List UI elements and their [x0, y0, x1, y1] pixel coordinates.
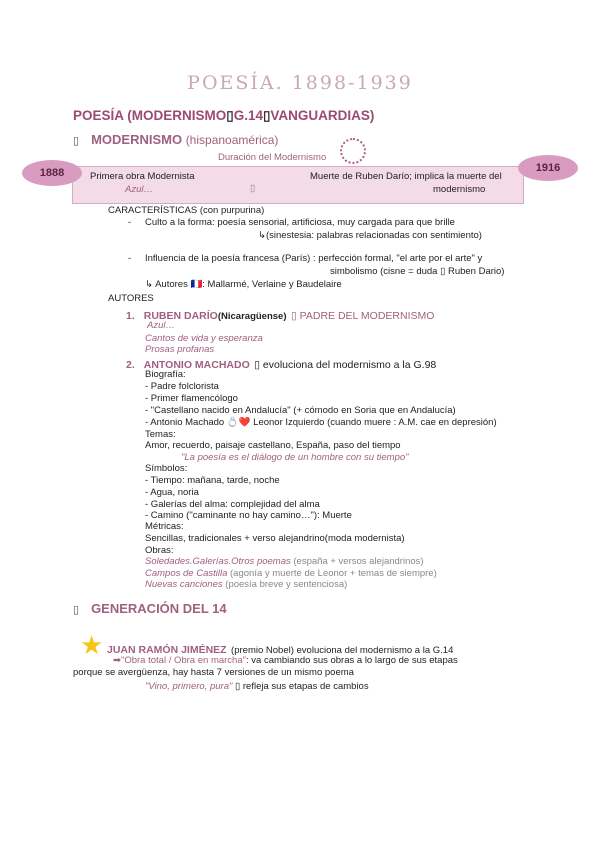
end-text-2: modernismo [433, 184, 486, 195]
caract-sub-1: ↳(sinestesia: palabras relacionadas con sentimiento) [258, 230, 482, 241]
box-glyph: ▯ [250, 183, 256, 194]
metricas-text: Sencillas, tradicionales + verso alejandrino(moda modernista) [145, 533, 405, 544]
temas-label: Temas: [145, 429, 176, 440]
caract-dash-2: - [128, 253, 132, 264]
page-title: POESÍA. 1898-1939 [187, 72, 413, 94]
obra-3: Nuevas canciones (poesía breve y sentenciosa) [145, 579, 348, 590]
simbolo-4: - Camino ("caminante no hay camino…"): Muerte [145, 510, 352, 521]
first-work-title: Azul… [125, 184, 153, 195]
metricas-label: Métricas: [145, 521, 184, 532]
year-end-badge: 1916 [518, 155, 578, 181]
caract-item-2b: simbolismo (cisne = duda ▯ Ruben Dario) [330, 266, 505, 277]
jrj-line-2: porque se avergüenza, hay hasta 7 versiones de un mismo poema [73, 667, 354, 678]
end-text: Muerte de Ruben Darío; implica la muerte del [310, 171, 502, 182]
caract-dash-1: - [128, 217, 132, 228]
jrj-line-3: "Vino, primero, pura" ▯ refleja sus etapas de cambios [145, 681, 369, 692]
bio-3: - "Castellano nacido en Andalucía" (+ cómodo en Soria que en Andalucía) [145, 405, 456, 416]
ruben-work-2: Cantos de vida y esperanza [145, 333, 263, 344]
simbolo-3: - Galerías del alma: complejidad del alma [145, 499, 320, 510]
obra-1: Soledades.Galerías.Otros poemas (españa + versos alejandrinos) [145, 556, 424, 567]
machado-quote: "La poesía es el diálogo de un hombre con su tiempo" [181, 452, 409, 463]
autores-header: AUTORES [108, 293, 154, 304]
bio-1: - Padre folclorista [145, 381, 219, 392]
caract-sub-2: ↳ Autores 🇫🇷: Mallarmé, Verlaine y Baudelaire [145, 279, 342, 290]
g14-heading: ▯ GENERACIÓN DEL 14 [73, 601, 227, 616]
main-heading: POESÍA (MODERNISMO▯G.14▯VANGUARDIAS) [73, 108, 375, 123]
caract-item-2: Influencia de la poesía francesa (París) : perfección formal, "el arte por el arte" y [145, 253, 483, 264]
bio-label: Biografía: [145, 369, 186, 380]
ruben-work-1: Azul… [147, 320, 175, 331]
modernismo-heading: ▯ MODERNISMO (hispanoamérica) [73, 132, 279, 147]
caracteristicas-header: CARACTERÍSTICAS (con purpurina) [108, 205, 265, 216]
ruben-line: 1. RUBEN DARÍO(Nicaragüense) ▯ PADRE DEL MODERNISMO [126, 310, 435, 322]
obra-2: Campos de Castilla (agonía y muerte de Leonor + temas de siempre) [145, 568, 437, 579]
simbolo-2: - Agua, noria [145, 487, 199, 498]
simbolo-1: - Tiempo: mañana, tarde, noche [145, 475, 280, 486]
year-start-badge: 1888 [22, 160, 82, 186]
clock-icon [340, 138, 366, 164]
simbolos-label: Símbolos: [145, 463, 188, 474]
bio-2: - Primer flamencólogo [145, 393, 238, 404]
jrj-line: JUAN RAMÓN JIMÉNEZ (premio Nobel) evoluciona del modernismo a la G.14 [107, 644, 454, 656]
first-work-label: Primera obra Modernista [90, 171, 195, 182]
obras-label: Obras: [145, 545, 174, 556]
machado-line: 2. ANTONIO MACHADO ▯ evoluciona del modernismo a la G.98 [126, 359, 437, 371]
temas-text: Amor, recuerdo, paisaje castellano, España, paso del tiempo [145, 440, 401, 451]
star-icon: ★ [80, 630, 104, 660]
caract-item-1: Culto a la forma: poesía sensorial, artificiosa, muy cargada para que brille [145, 217, 455, 228]
bio-4: - Antonio Machado 💍❤️ Leonor Izquierdo (cuando muere : A.M. cae en depresión) [145, 417, 497, 428]
ruben-work-3: Prosas profanas [145, 344, 215, 355]
duration-label: Duración del Modernismo [218, 152, 327, 163]
jrj-line-1: ➡"Obra total / Obra en marcha": va cambiando sus obras a lo largo de sus etapas [113, 655, 458, 666]
